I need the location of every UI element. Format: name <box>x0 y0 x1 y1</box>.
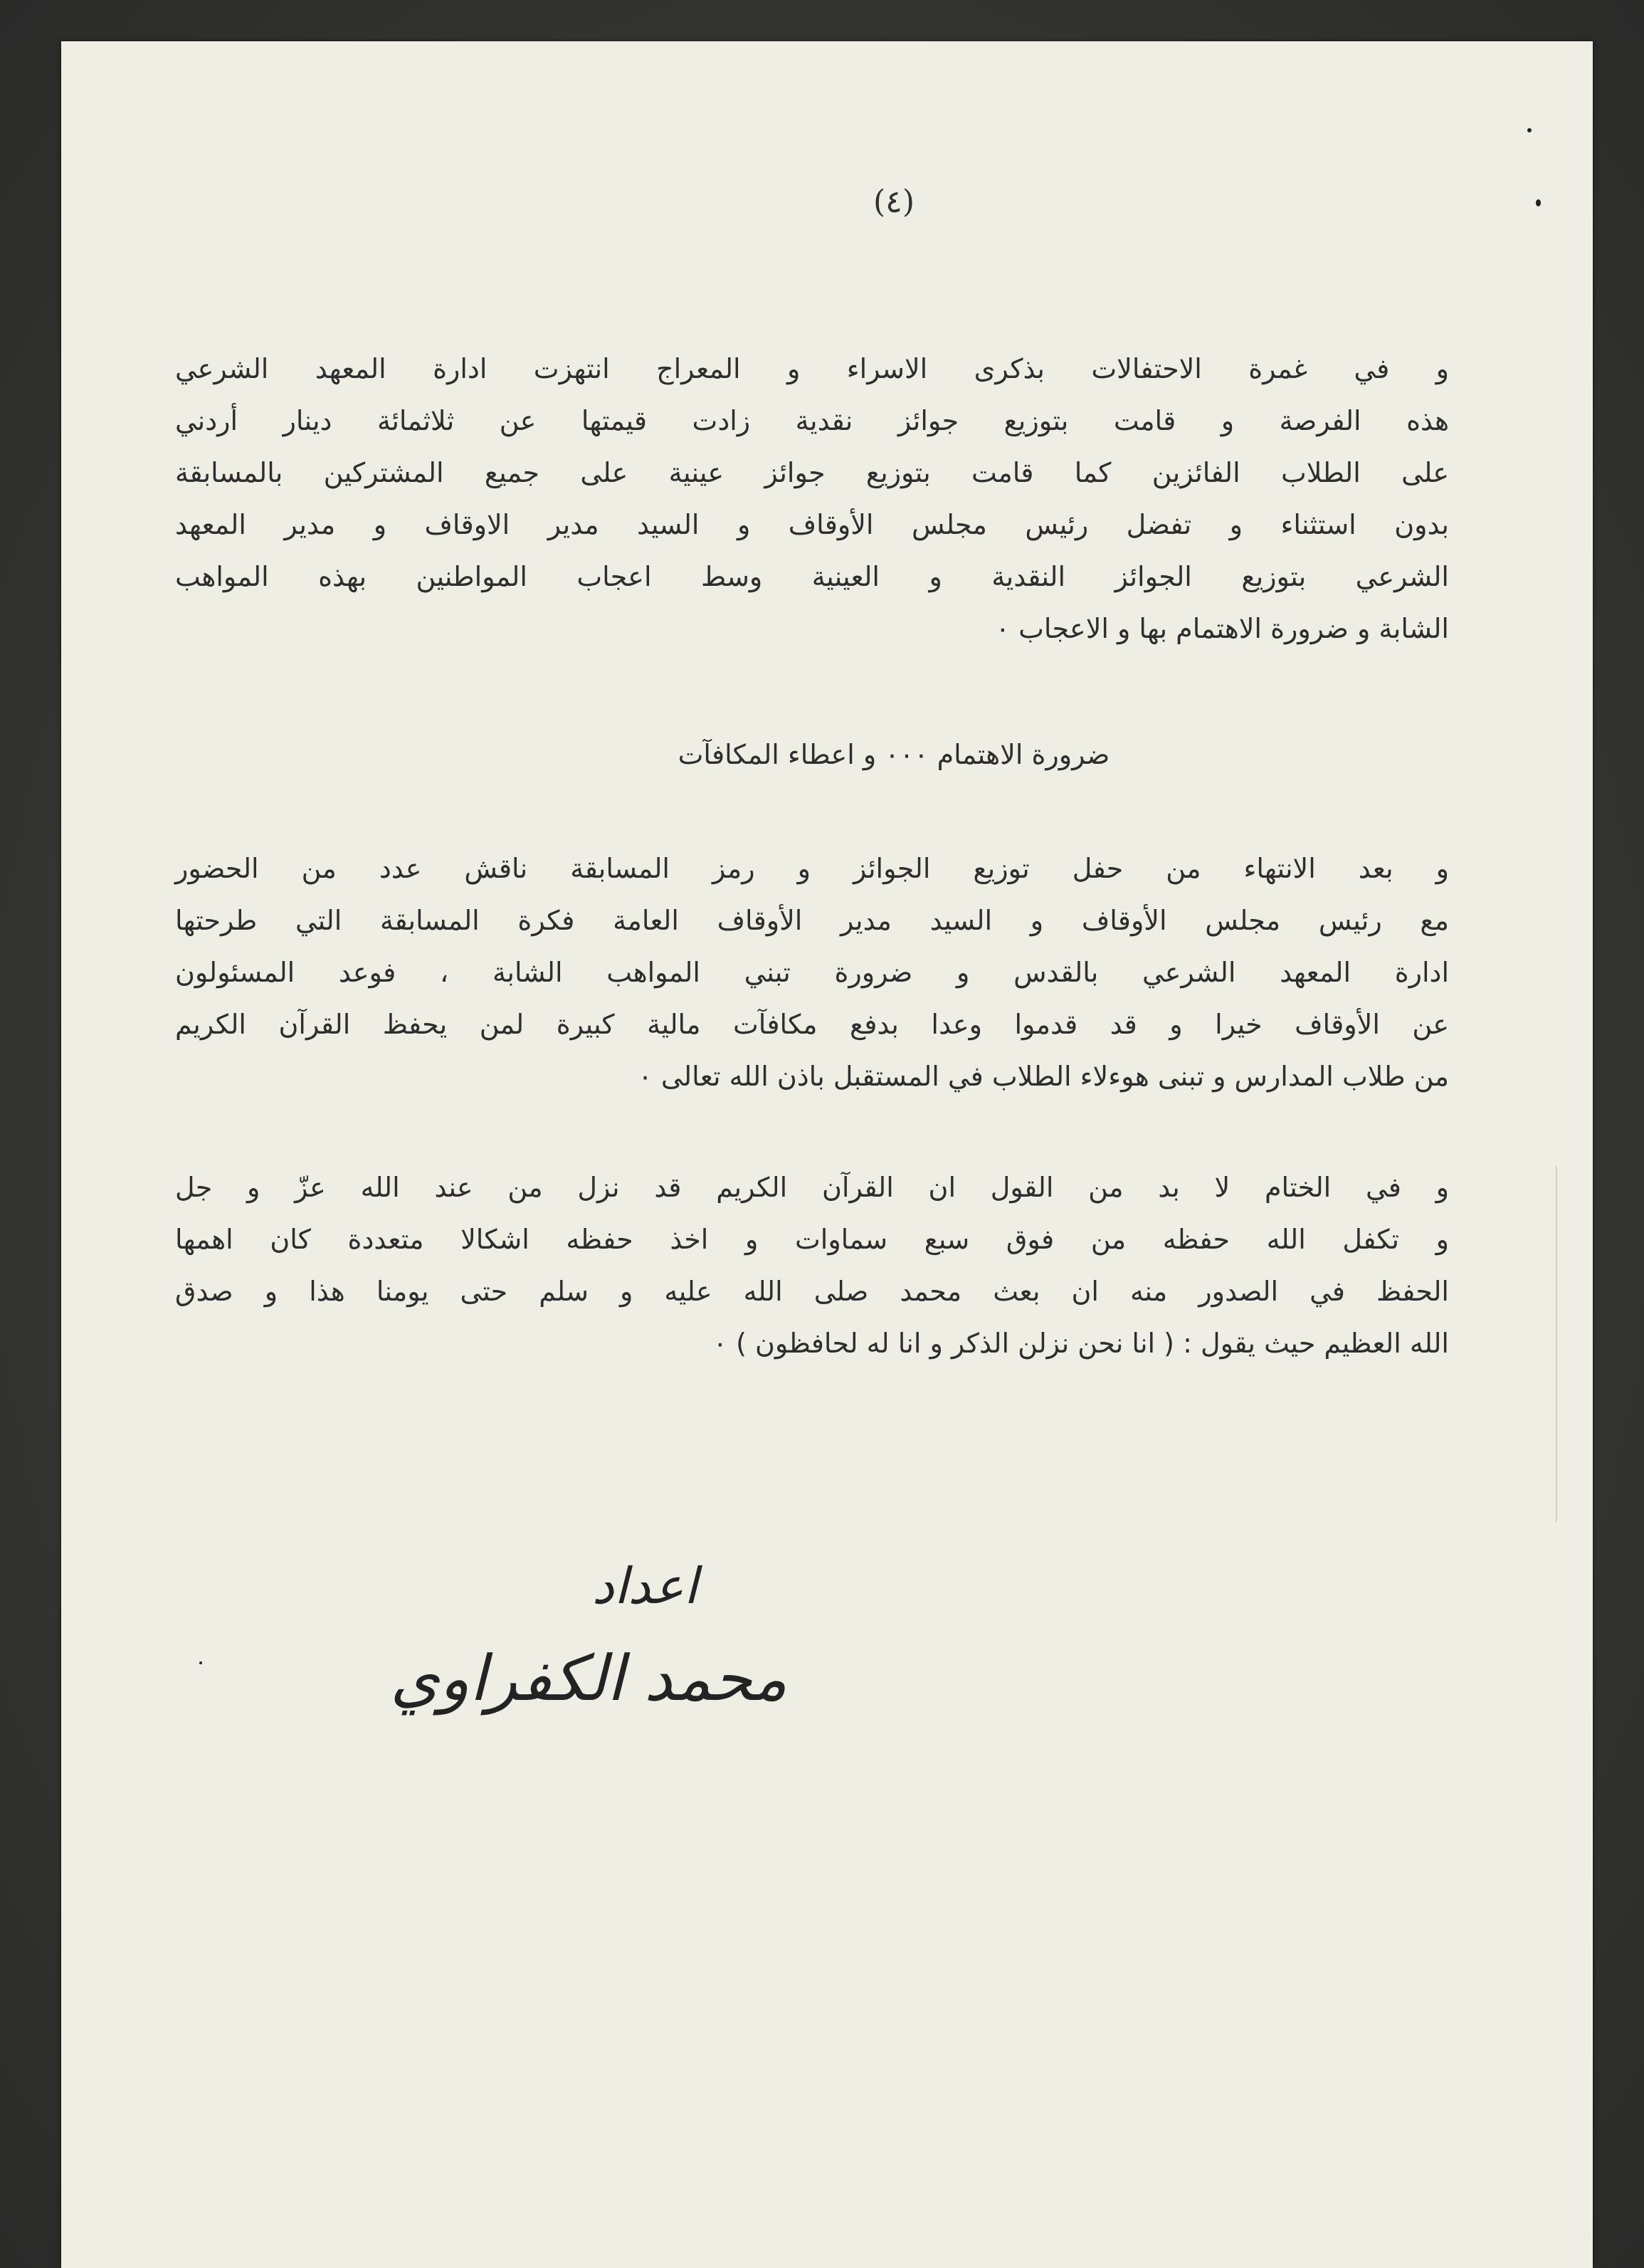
signature-label: اعداد <box>591 1557 698 1615</box>
paragraph-line: و في الختام لا بد من القول ان القرآن الكريم قد نزل من عند الله عزّ و جل <box>175 1172 1449 1203</box>
paragraph-line: عن الأوقاف خيرا و قد قدموا وعدا بدفع مكافآت مالية كبيرة لمن يحفظ القرآن الكريم <box>175 1009 1449 1040</box>
paragraph-line: و في غمرة الاحتفالات بذكرى الاسراء و المعراج انتهزت ادارة المعهد الشرعي <box>175 353 1449 384</box>
document-page <box>61 41 1593 2268</box>
paragraph-2 <box>175 843 1449 1103</box>
paragraph-line: بدون استثناء و تفضل رئيس مجلس الأوقاف و السيد مدير الاوقاف و مدير المعهد <box>175 509 1449 540</box>
paragraph-3 <box>175 1162 1449 1370</box>
paragraph-line: من طلاب المدارس و تبنى هوءلاء الطلاب في المستقبل باذن الله تعالى ٠ <box>638 1061 1449 1092</box>
margin-mark <box>1527 128 1532 132</box>
paragraph-line: الله العظيم حيث يقول : ( انا نحن نزلن الذكر و انا له لحافظون ) ٠ <box>712 1328 1449 1359</box>
paragraph-line: الشابة و ضرورة الاهتمام بها و الاعجاب ٠ <box>995 613 1449 644</box>
paragraph-line: الشرعي بتوزيع الجوائز النقدية و العينية وسط اعجاب المواطنين بهذه المواهب <box>175 561 1449 592</box>
signature-name: محمد الكفراوي <box>390 1642 787 1715</box>
margin-mark <box>1536 199 1541 206</box>
margin-mark <box>199 1661 202 1664</box>
paragraph-line: و بعد الانتهاء من حفل توزيع الجوائز و رمز المسابقة ناقش عدد من الحضور <box>175 853 1449 884</box>
page-number: (٤) <box>873 184 915 220</box>
section-subheading: ضرورة الاهتمام ٠٠٠ و اعطاء المكافآت <box>678 739 1110 770</box>
paragraph-line: و تكفل الله حفظه من فوق سبع سماوات و اخذ حفظه اشكالا متعددة كان اهمها <box>175 1224 1449 1255</box>
paragraph-line: ادارة المعهد الشرعي بالقدس و ضرورة تبني المواهب الشابة ، فوعد المسئولون <box>175 957 1449 988</box>
paragraph-1 <box>175 343 1449 655</box>
paragraph-line: مع رئيس مجلس الأوقاف و السيد مدير الأوقاف العامة فكرة المسابقة التي طرحتها <box>175 905 1449 936</box>
paragraph-line: هذه الفرصة و قامت بتوزيع جوائز نقدية زادت قيمتها عن ثلاثمائة دينار أردني <box>175 405 1449 436</box>
handwritten-signature <box>332 1550 787 1728</box>
paragraph-line: الحفظ في الصدور منه ان بعث محمد صلى الله عليه و سلم حتى يومنا هذا و صدق <box>175 1276 1449 1307</box>
paragraph-line: على الطلاب الفائزين كما قامت بتوزيع جوائز عينية على جميع المشتركين بالمسابقة <box>175 457 1449 488</box>
